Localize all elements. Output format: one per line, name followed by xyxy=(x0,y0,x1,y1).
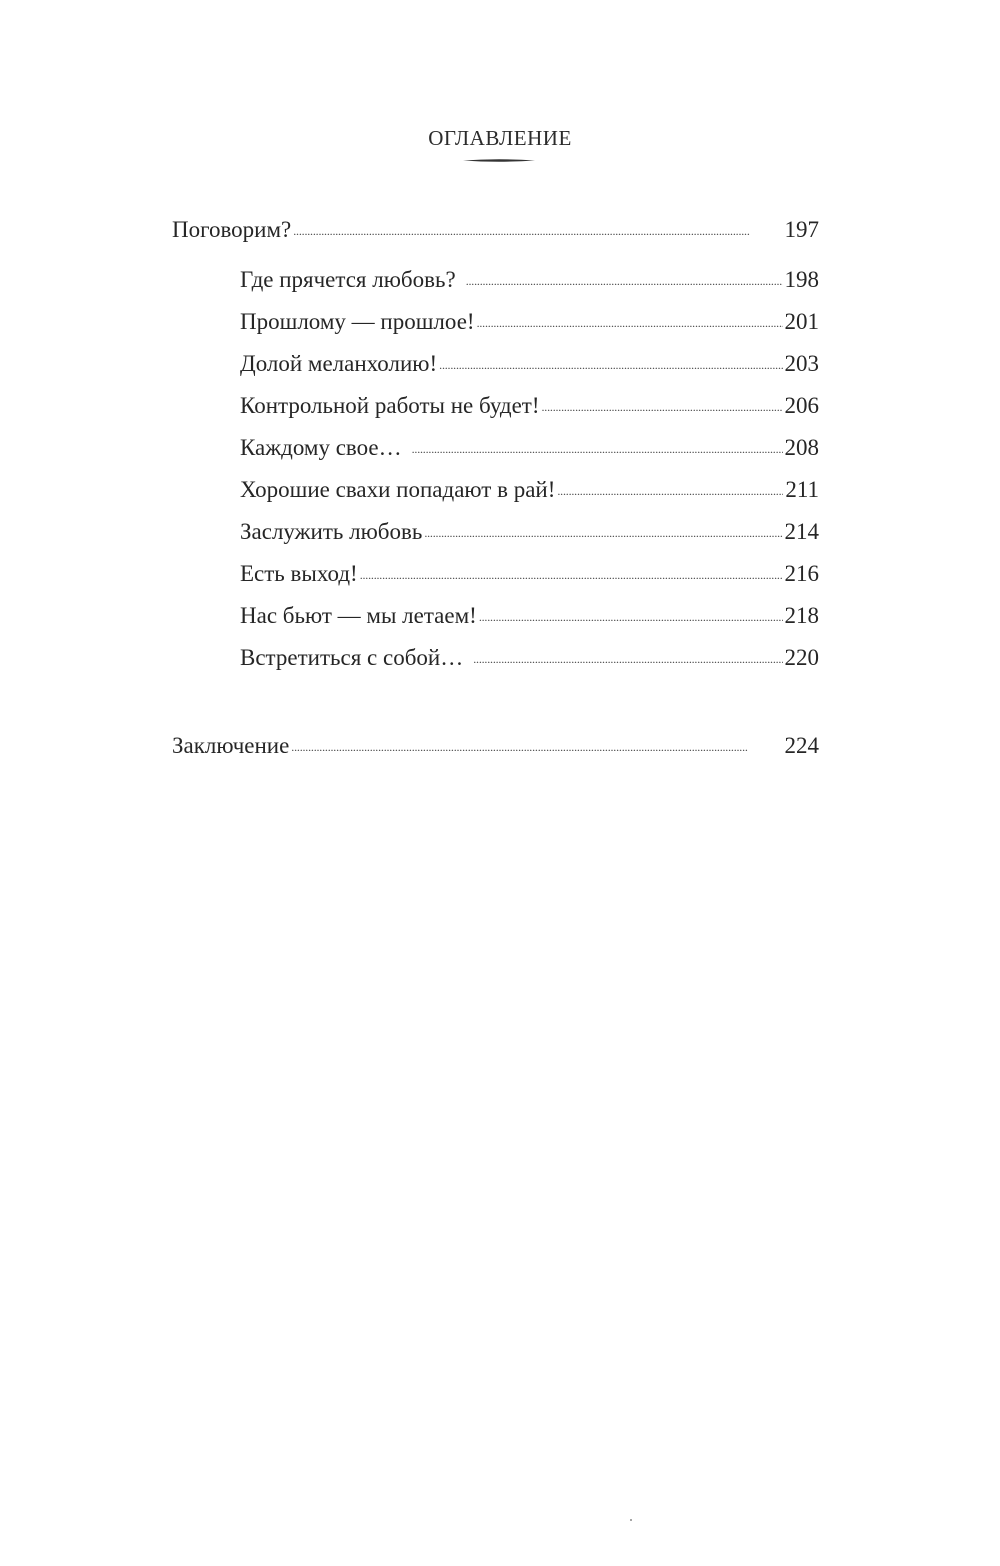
toc-entry-page: 216 xyxy=(784,561,819,586)
toc-entry-page: 214 xyxy=(784,519,819,544)
toc-entry-page: 201 xyxy=(784,309,819,334)
toc-entry-page: 206 xyxy=(784,393,819,418)
toc-entry-page: 224 xyxy=(784,733,819,758)
dot-leader xyxy=(412,432,783,455)
toc-entry-page: 197 xyxy=(784,217,819,242)
toc-entry-title: Нас бьют — мы летаем! xyxy=(240,603,477,628)
toc-entry-title: Встретиться с собой… xyxy=(240,645,464,670)
toc-entry-title: Где прячется любовь? xyxy=(240,267,456,292)
dot-leader xyxy=(360,558,783,581)
toc-entry-page: 208 xyxy=(784,435,819,460)
toc-entry-vstretitsya-s-soboy[interactable] xyxy=(240,642,819,672)
toc-entry-kontrolnoy-raboty[interactable] xyxy=(240,390,819,420)
print-speck xyxy=(630,1519,632,1521)
toc-entry-nas-byut[interactable] xyxy=(240,600,819,630)
toc-entry-page: 211 xyxy=(785,477,819,502)
toc-entry-page: 198 xyxy=(784,267,819,292)
toc-entry-doloy-melanholiyu[interactable] xyxy=(240,348,819,378)
dot-leader xyxy=(477,306,783,329)
toc-entry-title: Заслужить любовь xyxy=(240,519,423,544)
dot-leader xyxy=(424,516,782,539)
toc-entry-page: 218 xyxy=(784,603,819,628)
toc-entry-zaklyuchenie[interactable] xyxy=(172,730,819,760)
toc-entry-title: Поговорим? xyxy=(172,217,292,242)
toc-entry-title: Прошлому — прошлое! xyxy=(240,309,475,334)
dot-leader xyxy=(466,264,783,287)
toc-entry-gde-pryachetsya-lyubov[interactable] xyxy=(240,264,819,294)
toc-entry-proshlomu-proshloe[interactable] xyxy=(240,306,819,336)
toc-entry-pogovorim[interactable] xyxy=(172,214,819,244)
dot-leader xyxy=(479,600,783,623)
toc-entry-page: 203 xyxy=(784,351,819,376)
toc-entry-zasluzhit-lyubov[interactable] xyxy=(240,516,819,546)
heading-ornament-rule xyxy=(463,158,535,163)
toc-entry-kazhdomu-svoe[interactable] xyxy=(240,432,819,462)
dot-leader xyxy=(557,474,783,497)
toc-entry-title: Есть выход! xyxy=(240,561,358,586)
dot-leader xyxy=(293,214,782,237)
toc-entry-horoshie-svahi[interactable] xyxy=(240,474,819,504)
toc-entry-title: Каждому свое… xyxy=(240,435,402,460)
toc-heading: ОГЛАВЛЕНИЕ xyxy=(428,126,572,150)
toc-entry-title: Хорошие свахи попадают в рай! xyxy=(240,477,556,502)
toc-entry-page: 220 xyxy=(784,645,819,670)
toc-entry-title: Заключение xyxy=(172,733,290,758)
toc-entry-title: Контрольной работы не будет! xyxy=(240,393,540,418)
dot-leader xyxy=(542,390,783,413)
dot-leader xyxy=(291,730,782,753)
dot-leader xyxy=(439,348,782,371)
dot-leader xyxy=(473,642,782,665)
toc-entry-est-vyhod[interactable] xyxy=(240,558,819,588)
toc-entry-title: Долой меланхолию! xyxy=(240,351,438,376)
